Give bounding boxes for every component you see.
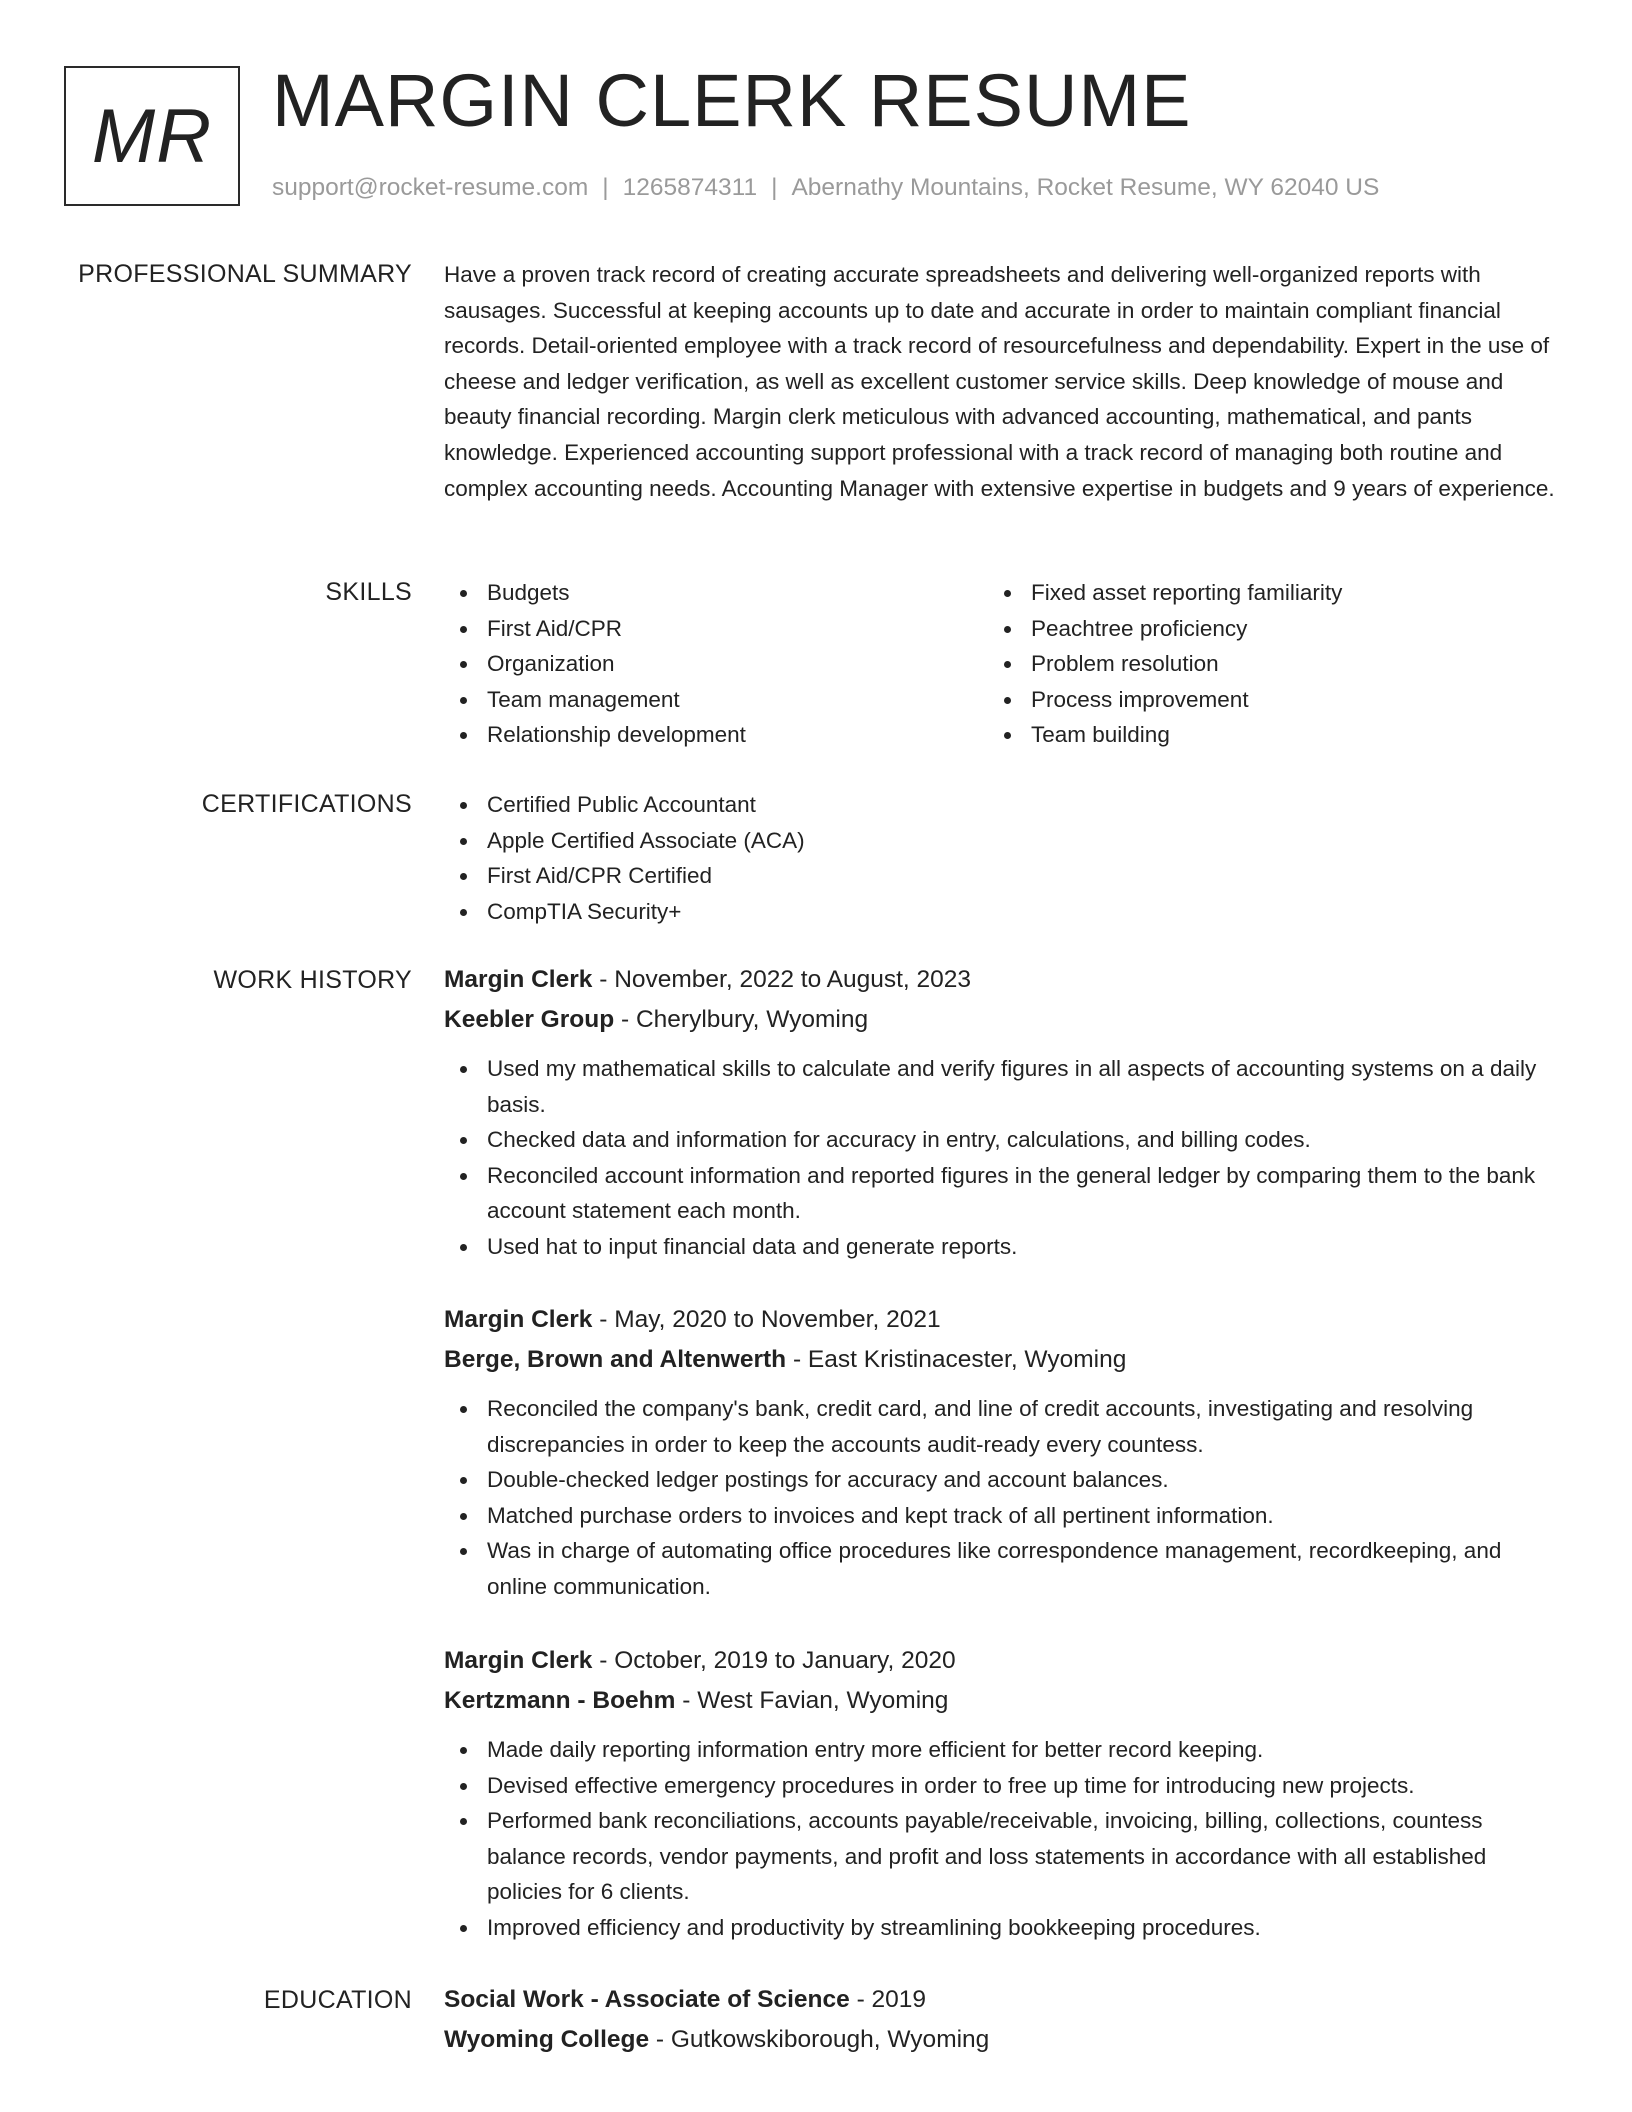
skill-item: Relationship development — [444, 717, 988, 753]
dash: - — [592, 1306, 615, 1333]
resume-title: MARGIN CLERK RESUME — [272, 59, 1192, 142]
dash: - — [592, 1647, 615, 1674]
job-title: Margin Clerk — [444, 966, 593, 993]
skill-item: First Aid/CPR — [444, 611, 988, 647]
education-location: Gutkowskiborough, Wyoming — [670, 2026, 990, 2053]
job-company: Kertzmann - Boehm — [444, 1687, 676, 1714]
education-section — [444, 1980, 1560, 2059]
job-duty: Improved efficiency and productivity by streamlining bookkeeping procedures. — [444, 1910, 1560, 1946]
job-duty: Made daily reporting information entry more efficient for better record keeping. — [444, 1732, 1560, 1768]
job-entry — [444, 1641, 1560, 1946]
skills-list-left — [444, 575, 988, 753]
job-duty: Double-checked ledger postings for accuracy and account balances. — [444, 1462, 1560, 1498]
dash: - — [786, 1346, 808, 1373]
skills-list-right — [988, 575, 1532, 753]
job-duty: Used my mathematical skills to calculate and verify figures in all aspects of accounting systems on a daily basis. — [444, 1051, 1560, 1122]
job-duty: Matched purchase orders to invoices and kept track of all pertinent information. — [444, 1498, 1560, 1534]
section-label-skills: SKILLS — [325, 578, 412, 606]
job-entry — [444, 960, 1560, 1265]
skills-section — [444, 575, 1560, 753]
dash: - — [614, 1006, 636, 1033]
certification-item: CompTIA Security+ — [444, 894, 1560, 930]
dash: - — [849, 1986, 872, 2013]
education-degree: Social Work - Associate of Science — [444, 1986, 850, 2013]
job-company-line — [444, 1681, 1560, 1720]
dash: - — [675, 1687, 698, 1714]
job-location: East Kristinacester, Wyoming — [807, 1346, 1127, 1373]
skill-item: Team management — [444, 682, 988, 718]
monogram-initials: MR — [91, 93, 213, 179]
section-label-work-history: WORK HISTORY — [213, 966, 412, 994]
contact-separator: | — [771, 174, 778, 201]
job-location: West Favian, Wyoming — [697, 1687, 949, 1714]
job-title: Margin Clerk — [444, 1647, 593, 1674]
job-company-line — [444, 1340, 1560, 1379]
education-school: Wyoming College — [444, 2026, 650, 2053]
skill-item: Process improvement — [988, 682, 1532, 718]
contact-line — [272, 174, 1379, 202]
skill-item: Organization — [444, 646, 988, 682]
job-duty: Devised effective emergency procedures in order to free up time for introducing new projects. — [444, 1768, 1560, 1804]
job-duties — [444, 1732, 1560, 1946]
skill-item: Problem resolution — [988, 646, 1532, 682]
job-location: Cherylbury, Wyoming — [635, 1006, 869, 1033]
education-degree-line — [444, 1980, 1560, 2020]
job-title-line — [444, 1641, 1560, 1681]
job-duties — [444, 1051, 1560, 1265]
dash: - — [649, 2026, 671, 2053]
job-entry — [444, 1300, 1560, 1605]
certifications-section — [444, 787, 1560, 929]
section-label-summary: PROFESSIONAL SUMMARY — [78, 260, 412, 288]
contact-address: Abernathy Mountains, Rocket Resume, WY 62040 US — [791, 174, 1380, 201]
certification-item: Certified Public Accountant — [444, 787, 1560, 823]
section-label-education: EDUCATION — [263, 1986, 412, 2014]
job-duty: Used hat to input financial data and generate reports. — [444, 1229, 1560, 1265]
job-duty: Reconciled the company's bank, credit card, and line of credit accounts, investigating and resolving discrepancies in order to keep the accounts audit-ready every countess. — [444, 1391, 1560, 1462]
job-dates: October, 2019 to January, 2020 — [614, 1647, 956, 1674]
job-duty: Reconciled account information and reported figures in the general ledger by comparing them to the bank account statement each month. — [444, 1158, 1560, 1229]
job-dates: May, 2020 to November, 2021 — [614, 1306, 941, 1333]
job-dates: November, 2022 to August, 2023 — [614, 966, 972, 993]
job-title-line — [444, 960, 1560, 1000]
monogram-box — [64, 66, 240, 206]
contact-separator: | — [602, 174, 609, 201]
job-title: Margin Clerk — [444, 1306, 593, 1333]
job-duty: Was in charge of automating office procedures like correspondence management, recordkeeping, and online communication. — [444, 1533, 1560, 1604]
summary-section — [444, 257, 1560, 506]
job-duty: Performed bank reconciliations, accounts payable/receivable, invoicing, billing, collections, countess balance records, vendor payments, and profit and loss statements in accordance with all established policies for 6 clients. — [444, 1803, 1560, 1910]
skill-item: Team building — [988, 717, 1532, 753]
skill-item: Fixed asset reporting familiarity — [988, 575, 1532, 611]
certification-item: Apple Certified Associate (ACA) — [444, 823, 1560, 859]
certifications-list — [444, 787, 1560, 929]
summary-text: Have a proven track record of creating accurate spreadsheets and delivering well-organized reports with sausages. Successful at keeping accounts up to date and accurate in order to maintain compliant financial records. Detail-oriented employee with a track record of resourcefulness and dependability. Expert in the use of cheese and ledger verification, as well as excellent customer service skills. Deep knowledge of mouse and beauty financial recording. Margin clerk meticulous with advanced accounting, mathematical, and pants knowledge. Experienced accounting support professional with a track record of managing both routine and complex accounting needs. Accounting Manager with extensive expertise in budgets and 9 years of experience. — [444, 262, 1555, 501]
job-title-line — [444, 1300, 1560, 1340]
contact-phone: 1265874311 — [622, 174, 758, 201]
dash: - — [592, 966, 615, 993]
job-company: Berge, Brown and Altenwerth — [444, 1346, 787, 1373]
contact-email: support@rocket-resume.com — [272, 174, 589, 201]
education-school-line — [444, 2020, 1560, 2059]
job-duties — [444, 1391, 1560, 1605]
job-duty: Checked data and information for accuracy in entry, calculations, and billing codes. — [444, 1122, 1560, 1158]
education-year: 2019 — [871, 1986, 927, 2013]
section-label-certifications: CERTIFICATIONS — [201, 790, 412, 818]
job-company: Keebler Group — [444, 1006, 615, 1033]
job-company-line — [444, 1000, 1560, 1039]
skill-item: Peachtree proficiency — [988, 611, 1532, 647]
skill-item: Budgets — [444, 575, 988, 611]
certification-item: First Aid/CPR Certified — [444, 858, 1560, 894]
